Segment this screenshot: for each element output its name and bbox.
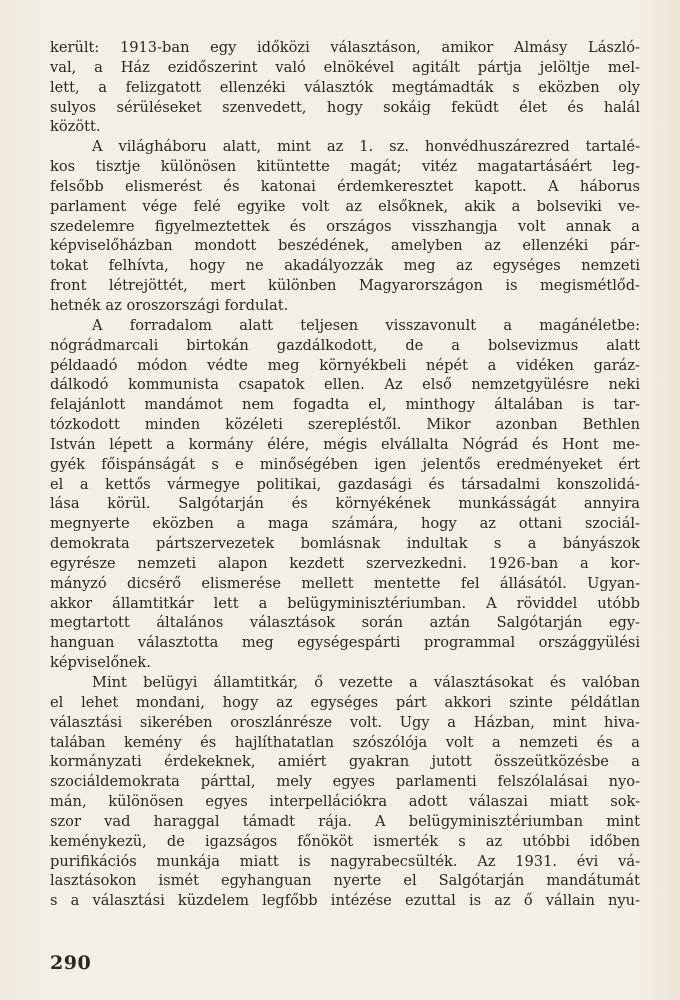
text-line: tokat felhívta, hogy ne akadályozzák meg az egységes nemzeti <box>50 257 640 275</box>
text-line: felajánlott mandámot nem fogadta el, minthogy általában is tar- <box>50 396 640 414</box>
text-line: nógrádmarcali birtokán gazdálkodott, de a bolsevizmus alatt <box>50 336 640 354</box>
text-line: front létrejöttét, mert különben Magyarországon is megismétlőd- <box>50 277 640 295</box>
text-line: demokrata pártszervezetek bomlásnak indultak s a bányászok <box>50 535 640 553</box>
text-line: akkor államtitkár lett a belügyminisztériumban. A röviddel utóbb <box>50 594 640 612</box>
text-line: s a választási küzdelem legfőbb intézése ezuttal is az ő vállain nyu- <box>50 892 640 910</box>
text-line: kormányzati érdekeknek, amiért gyakran jutott összeütközésbe a <box>50 753 640 771</box>
text-line: szor vad haraggal támadt rája. A belügyminisztériumban mint <box>50 812 640 830</box>
text-line: gyék főispánságát s e minőségében igen jelentős eredményeket ért <box>50 455 640 473</box>
text-line: purifikációs munkája miatt is nagyrabecsülték. Az 1931. évi vá- <box>50 852 640 870</box>
text-line: A világháboru alatt, mint az 1. sz. honvédhuszárezred tartalé- <box>92 138 640 156</box>
text-line: szociáldemokrata párttal, mely egyes parlamenti felszólalásai nyo- <box>50 773 640 791</box>
text-line: egyrésze nemzeti alapon kezdett szervezkedni. 1926-ban a kor- <box>50 554 640 572</box>
text-line: val, a Ház ezidőszerint való elnökével agitált pártja jelöltje mel- <box>50 58 640 76</box>
text-line: lasztásokon ismét egyhanguan nyerte el Salgótarján mandátumát <box>50 872 640 890</box>
text-line: talában kemény és hajlíthatatlan szószólója volt a nemzeti és a <box>50 733 640 751</box>
text-line: választási sikerében oroszlánrésze volt. Ugy a Házban, mint hiva- <box>50 713 640 731</box>
text-line: mányzó dicsérő elismerése mellett mentette fel állásától. Ugyan- <box>50 574 640 592</box>
text-line: szedelemre figyelmeztettek és országos visszhangja volt annak a <box>50 217 640 235</box>
text-line: került: 1913-ban egy időközi választáson, amikor Almásy László- <box>50 39 640 56</box>
text-line: felsőbb elismerést és katonai érdemkeresztet kapott. A háborus <box>50 177 640 195</box>
text-line: hanguan választotta meg egységespárti programmal országgyülési <box>50 634 640 652</box>
text-line: lása körül. Salgótarján és környékének munkásságát annyira <box>50 495 640 513</box>
text-line: parlament vége felé egyike volt az elsőknek, akik a bolseviki ve- <box>50 197 640 215</box>
text-line: képviselőnek. <box>50 654 151 672</box>
text-line: lett, a felizgatott ellenzéki választók megtámadták s eközben oly <box>50 78 640 96</box>
text-line: hetnék az oroszországi fordulat. <box>50 296 289 314</box>
text-line: között. <box>50 118 101 136</box>
text-line: dálkodó kommunista csapatok ellen. Az első nemzetgyülésre neki <box>50 376 640 394</box>
text-line: megtartott általános választások során aztán Salgótarján egy- <box>50 614 640 632</box>
text-line: tózkodott minden közéleti szerepléstől. Mikor azonban Bethlen <box>50 416 640 434</box>
text-line: keménykezü, de igazságos főnököt ismerték s az utóbbi időben <box>50 832 640 850</box>
text-line: képviselőházban mondott beszédének, amelyben az ellenzéki pár- <box>50 237 640 255</box>
text-line: A forradalom alatt teljesen visszavonult a magánéletbe: <box>92 316 640 334</box>
text-line: sulyos sérüléseket szenvedett, hogy sokáig feküdt élet és halál <box>50 98 640 116</box>
text-line: el lehet mondani, hogy az egységes párt akkori szinte példátlan <box>50 693 640 711</box>
text-line: Mint belügyi államtitkár, ő vezette a választásokat és valóban <box>92 674 640 691</box>
text-line: el a kettős vármegye politikai, gazdasági és társadalmi konszolidá- <box>50 475 640 493</box>
text-line: kos tisztje különösen kitüntette magát; vitéz magatartásáért leg- <box>50 158 640 176</box>
body-text <box>50 38 640 911</box>
text-line: megnyerte eközben a maga számára, hogy az ottani szociál- <box>50 515 640 533</box>
text-line: István lépett a kormány élére, mégis elvállalta Nógrád és Hont me- <box>50 435 640 453</box>
text-line: mán, különösen egyes interpellációkra adott válaszai miatt sok- <box>50 793 640 811</box>
page-number: 290 <box>50 952 92 974</box>
text-line: példaadó módon védte meg környékbeli népét a vidéken garáz- <box>50 356 640 374</box>
